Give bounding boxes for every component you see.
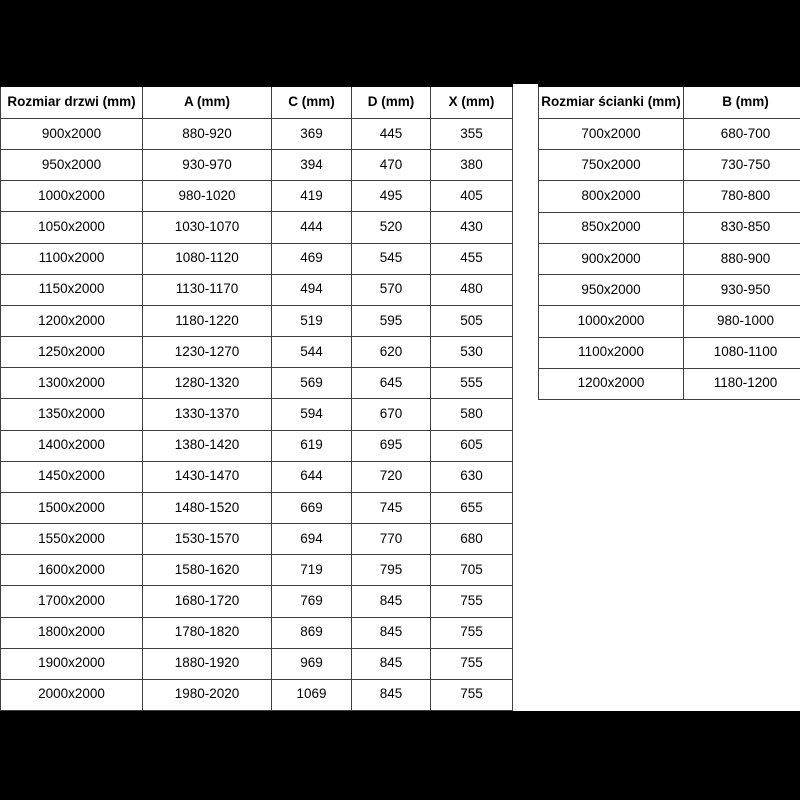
table-cell: 594 [272, 399, 352, 430]
table-cell: 1100x2000 [1, 243, 143, 274]
table-cell: 405 [431, 181, 513, 212]
table-row [539, 150, 800, 181]
table-cell: 900x2000 [539, 243, 684, 274]
table-cell: 705 [431, 555, 513, 586]
table-cell: 1330-1370 [143, 399, 272, 430]
table-cell: 1450x2000 [1, 461, 143, 492]
table-row [1, 243, 513, 274]
table-cell: 1580-1620 [143, 555, 272, 586]
column-header: D (mm) [352, 86, 431, 119]
table-row [539, 119, 800, 150]
table-cell: 595 [352, 305, 431, 336]
table-cell: 1250x2000 [1, 337, 143, 368]
table-cell: 645 [352, 368, 431, 399]
table-cell: 700x2000 [539, 119, 684, 150]
table-cell: 1180-1200 [684, 368, 800, 399]
table-row [1, 648, 513, 679]
table-cell: 745 [352, 492, 431, 523]
table-cell: 380 [431, 150, 513, 181]
table-cell: 1350x2000 [1, 399, 143, 430]
top-black-bar [0, 0, 800, 84]
table-row [1, 181, 513, 212]
table-cell: 880-920 [143, 119, 272, 150]
table-cell: 1180-1220 [143, 305, 272, 336]
table-cell: 720 [352, 461, 431, 492]
table-cell: 644 [272, 461, 352, 492]
table-cell: 869 [272, 617, 352, 648]
table-cell: 680-700 [684, 119, 800, 150]
table-cell: 1400x2000 [1, 430, 143, 461]
table-cell: 1430-1470 [143, 461, 272, 492]
table-cell: 695 [352, 430, 431, 461]
table-cell: 950x2000 [1, 150, 143, 181]
column-header: B (mm) [684, 86, 800, 119]
table-row [1, 492, 513, 523]
door-sizes-table [0, 84, 513, 711]
table-cell: 1069 [272, 679, 352, 710]
table-cell: 555 [431, 368, 513, 399]
table-row [1, 305, 513, 336]
table-row [1, 212, 513, 243]
table-cell: 830-850 [684, 212, 800, 243]
table-cell: 850x2000 [539, 212, 684, 243]
table-cell: 1380-1420 [143, 430, 272, 461]
table-cell: 1280-1320 [143, 368, 272, 399]
table-cell: 1800x2000 [1, 617, 143, 648]
table-cell: 445 [352, 119, 431, 150]
table-cell: 980-1000 [684, 306, 800, 337]
table-cell: 394 [272, 150, 352, 181]
wall-panel-sizes-table [538, 84, 800, 400]
table-row [539, 306, 800, 337]
table-cell: 1200x2000 [539, 368, 684, 399]
table-cell: 570 [352, 274, 431, 305]
table-row [1, 368, 513, 399]
table-cell: 845 [352, 679, 431, 710]
table-cell: 670 [352, 399, 431, 430]
table-cell: 1700x2000 [1, 586, 143, 617]
table-cell: 1980-2020 [143, 679, 272, 710]
header-row [539, 86, 800, 119]
table-cell: 419 [272, 181, 352, 212]
table-cell: 494 [272, 274, 352, 305]
table-cell: 1780-1820 [143, 617, 272, 648]
column-header: A (mm) [143, 86, 272, 119]
table-cell: 1030-1070 [143, 212, 272, 243]
table-cell: 1100x2000 [539, 337, 684, 368]
table-cell: 669 [272, 492, 352, 523]
table-cell: 469 [272, 243, 352, 274]
table-cell: 900x2000 [1, 119, 143, 150]
table-cell: 750x2000 [539, 150, 684, 181]
table-cell: 1080-1120 [143, 243, 272, 274]
column-header: X (mm) [431, 86, 513, 119]
table-cell: 1880-1920 [143, 648, 272, 679]
table-cell: 620 [352, 337, 431, 368]
table-cell: 1130-1170 [143, 274, 272, 305]
table-cell: 1600x2000 [1, 555, 143, 586]
table-cell: 755 [431, 617, 513, 648]
table-cell: 719 [272, 555, 352, 586]
table-cell: 1050x2000 [1, 212, 143, 243]
table-cell: 1200x2000 [1, 305, 143, 336]
table-row [1, 119, 513, 150]
table-row [539, 181, 800, 212]
table-cell: 495 [352, 181, 431, 212]
table-cell: 780-800 [684, 181, 800, 212]
table-cell: 680 [431, 524, 513, 555]
table-row [539, 368, 800, 399]
table-cell: 544 [272, 337, 352, 368]
column-header: Rozmiar ścianki (mm) [539, 86, 684, 119]
table-cell: 800x2000 [539, 181, 684, 212]
table-cell: 769 [272, 586, 352, 617]
table-cell: 619 [272, 430, 352, 461]
table-cell: 1000x2000 [539, 306, 684, 337]
table-cell: 630 [431, 461, 513, 492]
table-cell: 1680-1720 [143, 586, 272, 617]
table-cell: 455 [431, 243, 513, 274]
table-row [1, 679, 513, 710]
table-row [1, 461, 513, 492]
table-row [1, 150, 513, 181]
column-header: Rozmiar drzwi (mm) [1, 86, 143, 119]
table-cell: 1500x2000 [1, 492, 143, 523]
table-row [1, 524, 513, 555]
table-row [1, 617, 513, 648]
table-cell: 969 [272, 648, 352, 679]
table-row [1, 274, 513, 305]
table-cell: 930-950 [684, 275, 800, 306]
table-row [1, 337, 513, 368]
table-cell: 444 [272, 212, 352, 243]
table-row [1, 399, 513, 430]
table-row [539, 337, 800, 368]
table-cell: 730-750 [684, 150, 800, 181]
column-header: C (mm) [272, 86, 352, 119]
table-cell: 480 [431, 274, 513, 305]
table-cell: 950x2000 [539, 275, 684, 306]
table-row [1, 430, 513, 461]
table-cell: 1550x2000 [1, 524, 143, 555]
table-cell: 1480-1520 [143, 492, 272, 523]
table-row [1, 555, 513, 586]
table-cell: 505 [431, 305, 513, 336]
table-cell: 1900x2000 [1, 648, 143, 679]
table-cell: 755 [431, 679, 513, 710]
table-cell: 580 [431, 399, 513, 430]
table-cell: 369 [272, 119, 352, 150]
table-cell: 1080-1100 [684, 337, 800, 368]
table-cell: 980-1020 [143, 181, 272, 212]
table-cell: 1300x2000 [1, 368, 143, 399]
table-cell: 845 [352, 586, 431, 617]
table-cell: 530 [431, 337, 513, 368]
table-row [539, 243, 800, 274]
table-row [539, 212, 800, 243]
table-cell: 545 [352, 243, 431, 274]
table-cell: 519 [272, 305, 352, 336]
table-row [1, 586, 513, 617]
table-row [539, 275, 800, 306]
table-cell: 845 [352, 648, 431, 679]
table-cell: 569 [272, 368, 352, 399]
table-cell: 355 [431, 119, 513, 150]
table-cell: 930-970 [143, 150, 272, 181]
table-cell: 770 [352, 524, 431, 555]
table-cell: 755 [431, 648, 513, 679]
table-cell: 845 [352, 617, 431, 648]
table-cell: 470 [352, 150, 431, 181]
table-cell: 755 [431, 586, 513, 617]
table-cell: 1150x2000 [1, 274, 143, 305]
table-cell: 1530-1570 [143, 524, 272, 555]
table-cell: 795 [352, 555, 431, 586]
table-cell: 694 [272, 524, 352, 555]
table-cell: 430 [431, 212, 513, 243]
table-cell: 520 [352, 212, 431, 243]
table-cell: 1230-1270 [143, 337, 272, 368]
table-cell: 605 [431, 430, 513, 461]
table-cell: 655 [431, 492, 513, 523]
bottom-black-bar [0, 711, 800, 800]
table-cell: 2000x2000 [1, 679, 143, 710]
table-cell: 1000x2000 [1, 181, 143, 212]
table-cell: 880-900 [684, 243, 800, 274]
header-row [1, 86, 513, 119]
